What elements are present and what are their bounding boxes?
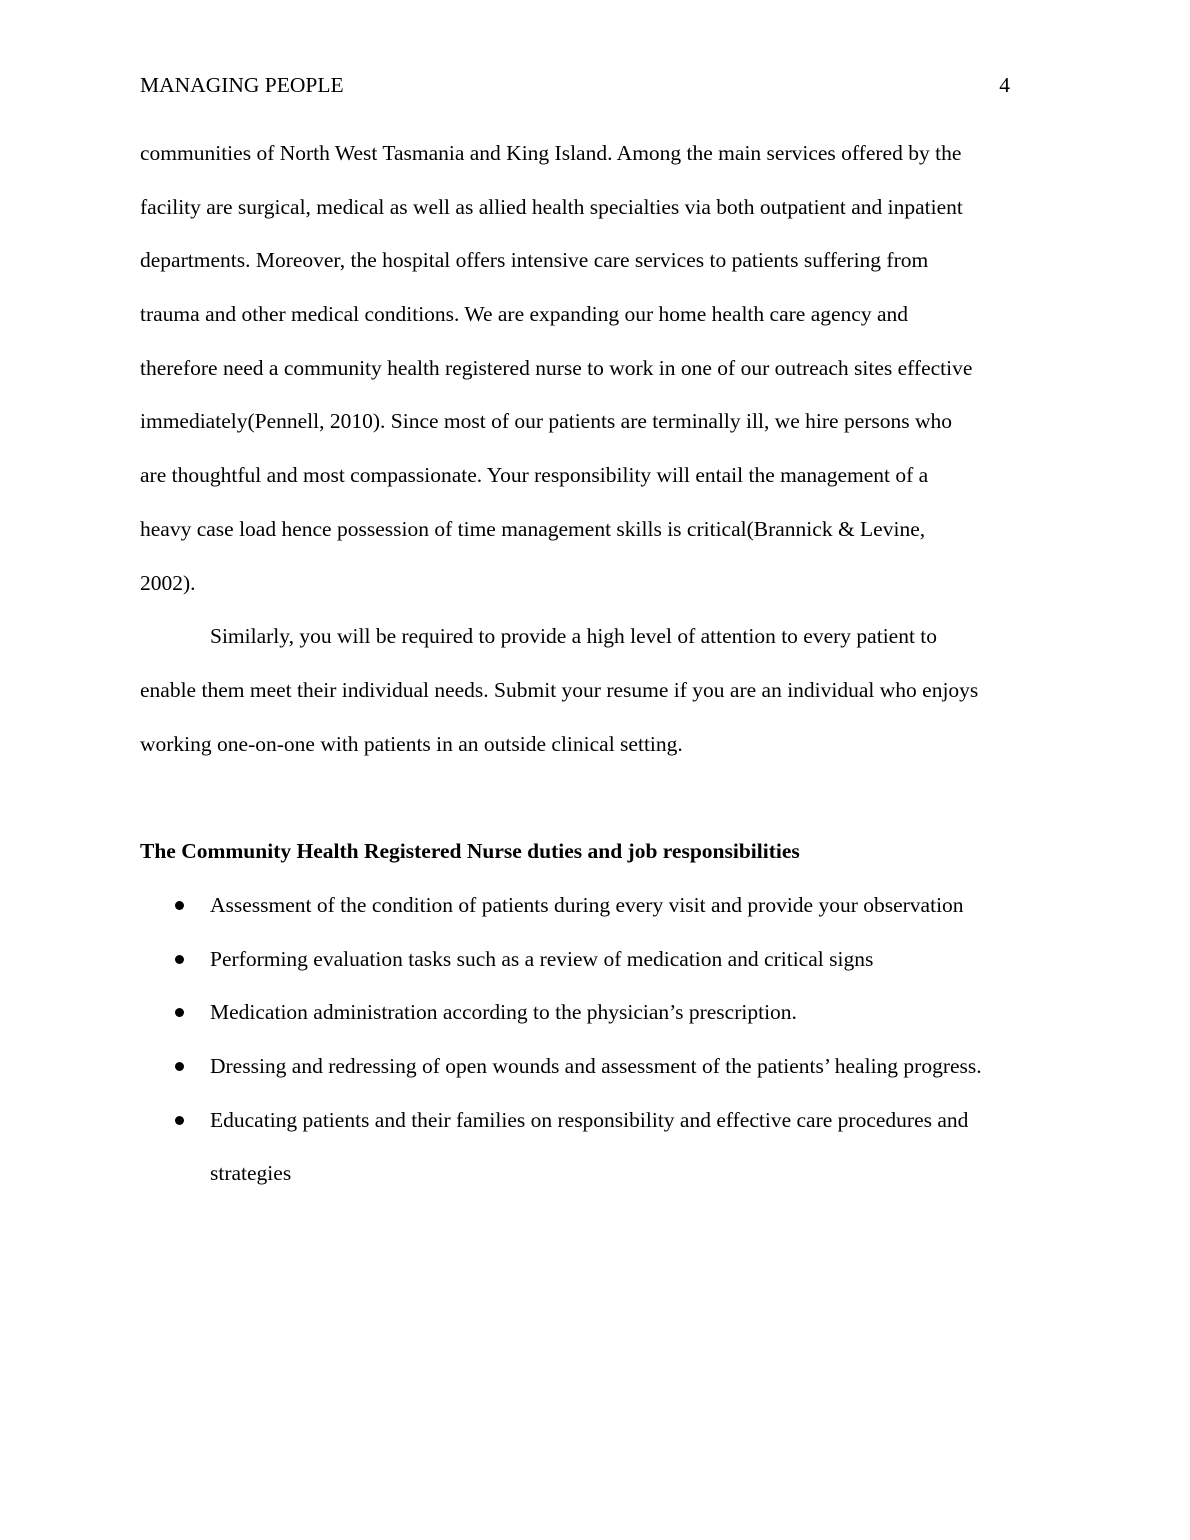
page-number: 4 [999,73,1010,97]
running-title: MANAGING PEOPLE [140,73,344,97]
bullet-icon [175,1008,184,1017]
list-item-text: strategies [210,1161,292,1186]
text-line: heavy case load hence possession of time management skills is critical(Brannick & Levine, [140,516,926,541]
bullet-icon [175,1062,184,1071]
text-line: departments. Moreover, the hospital offers intensive care services to patients suffering from [140,248,929,273]
text-line: trauma and other medical conditions. We are expanding our home health care agency and [140,302,908,327]
text-line: enable them meet their individual needs. Submit your resume if you are an individual who enjoys [140,677,979,702]
text-line: Similarly, you will be required to provide a high level of attention to every patient to [210,624,938,649]
text-line: therefore need a community health registered nurse to work in one of our outreach sites effective [140,355,973,380]
duties-list [140,879,1052,1201]
text-line: 2002). [140,570,196,595]
paragraph-2 [140,610,1052,771]
list-item [140,879,1052,933]
list-item-text: Dressing and redressing of open wounds and assessment of the patients’ healing progress. [210,1054,982,1079]
bullet-icon [175,1116,184,1125]
list-item-text: Medication administration according to the physician’s prescription. [210,1000,797,1025]
list-item [140,933,1052,987]
text-line: working one-on-one with patients in an outside clinical setting. [140,731,683,756]
section-heading: The Community Health Registered Nurse duties and job responsibilities [140,839,800,863]
running-header [140,72,1010,98]
list-item [140,1094,1052,1201]
list-item-text: Performing evaluation tasks such as a review of medication and critical signs [210,946,874,971]
text-line: immediately(Pennell, 2010). Since most of our patients are terminally ill, we hire persons who [140,409,953,434]
bullet-icon [175,901,184,910]
list-item-text: Educating patients and their families on responsibility and effective care procedures and [210,1107,969,1132]
text-line: facility are surgical, medical as well as allied health specialties via both outpatient and inpatient [140,194,963,219]
body-text [140,127,1052,771]
bullet-icon [175,955,184,964]
list-item [140,986,1052,1040]
list-item-text: Assessment of the condition of patients during every visit and provide your observation [210,893,964,917]
list-item [140,1040,1052,1094]
text-line: are thoughtful and most compassionate. Your responsibility will entail the management of a [140,463,929,488]
paragraph-1 [140,127,1052,610]
text-line: communities of North West Tasmania and King Island. Among the main services offered by the [140,141,962,165]
